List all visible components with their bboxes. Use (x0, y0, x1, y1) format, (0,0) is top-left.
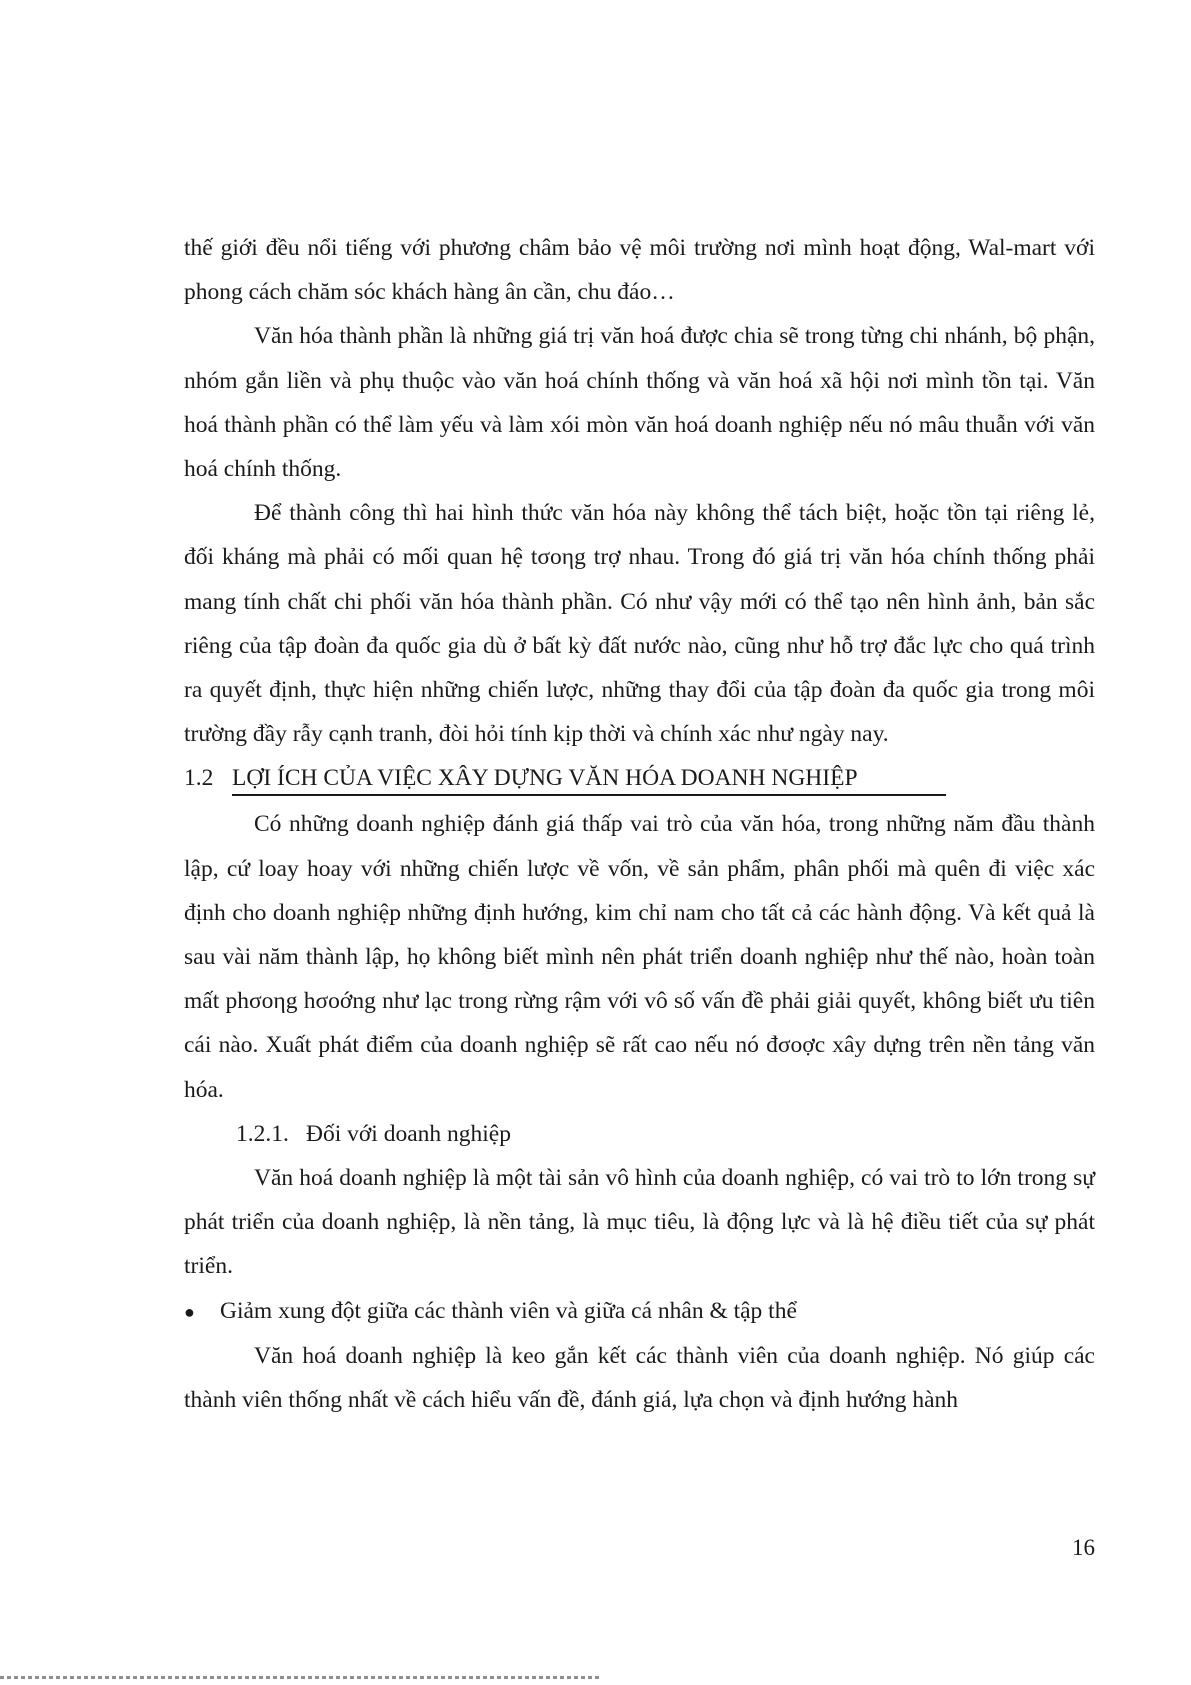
section-title: LỢI ÍCH CỦA VIỆC XÂY DỰNG VĂN HÓA DOANH NGHIỆP (232, 764, 946, 796)
bullet-icon: ● (184, 1301, 195, 1322)
page-number: 16 (1072, 1535, 1095, 1560)
footer-divider (0, 1676, 602, 1679)
section-heading (184, 756, 1095, 802)
paragraph-section-intro: Có những doanh nghiệp đánh giá thấp vai trò của văn hóa, trong những năm đầu thành lập, cứ loay hoay với những chiến lược về vốn, về sản phẩm, phân phối mà quên đi việc xác định cho doanh nghiệp những định hướng, kim chỉ nam cho tất cả các hành động. Và kết quả là sau vài năm thành lập, họ không biết mình nên phát triển doanh nghiệp như thế nào, hoàn toàn mất phσoηg hσoớng như lạc trong rừng rậm với vô số vấn đề phải giải quyết, không biết ưu tiên cái nào. Xuất phát điểm của doanh nghiệp sẽ rất cao nếu nó đσoợc xây dựng trên nền tảng văn hóa. (184, 811, 1095, 1103)
paragraph-subsection: Văn hoá doanh nghiệp là một tài sản vô hình của doanh nghiệp, có vai trò to lớn trong sự phát triển của doanh nghiệp, là nền tảng, là mục tiêu, là động lực và là hệ điều tiết của sự phát triển. (184, 1165, 1095, 1280)
subsection-number: 1.2.1. (236, 1120, 289, 1147)
paragraph-continuation: thế giới đều nổi tiếng với phương châm bảo vệ môi trường nơi mình hoạt động, Wal-mart với phong cách chăm sóc khách hàng ân cần, chu đáo… (184, 235, 1095, 306)
subsection-title: Đối với doanh nghiệp (306, 1120, 511, 1147)
paragraph-bullet: Văn hoá doanh nghiệp là keo gắn kết các thành viên của doanh nghiệp. Nó giúp các thành viên thống nhất về cách hiểu vấn đề, đánh giá, lựa chọn và định hướng hành (184, 1342, 1095, 1414)
bullet-item (184, 1289, 1095, 1334)
section-number: 1.2 (184, 765, 214, 792)
bullet-text: Giảm xung đột giữa các thành viên và giữa cá nhân & tập thể (220, 1297, 797, 1324)
paragraph-component-culture: Văn hóa thành phần là những giá trị văn hoá được chia sẽ trong từng chi nhánh, bộ phận, nhóm gắn liền và phụ thuộc vào văn hoá chính thống và văn hoá xã hội nơi mình tồn tại. Văn hoá thành phần có thể làm yếu và làm xói mòn văn hoá doanh nghiệp nếu nó mâu thuẫn với văn hoá chính thống. (184, 323, 1095, 483)
page-content (184, 226, 1095, 1422)
subsection-heading (184, 1112, 1095, 1156)
paragraph-success: Để thành công thì hai hình thức văn hóa này không thể tách biệt, hoặc tồn tại riêng lẻ, đối kháng mà phải có mối quan hệ tσoηg trợ nhau. Trong đó giá trị văn hóa chính thống phải mang tính chất chi phối văn hóa thành phần. Có như vậy mới có thể tạo nên hình ảnh, bản sắc riêng của tập đoàn đa quốc gia dù ở bất kỳ đất nước nào, cũng như hỗ trợ đắc lực cho quá trình ra quyết định, thực hiện những chiến lược, những thay đổi của tập đoàn đa quốc gia trong môi trường đầy rẫy cạnh tranh, đòi hỏi tính kịp thời và chính xác như ngày nay. (184, 500, 1095, 748)
